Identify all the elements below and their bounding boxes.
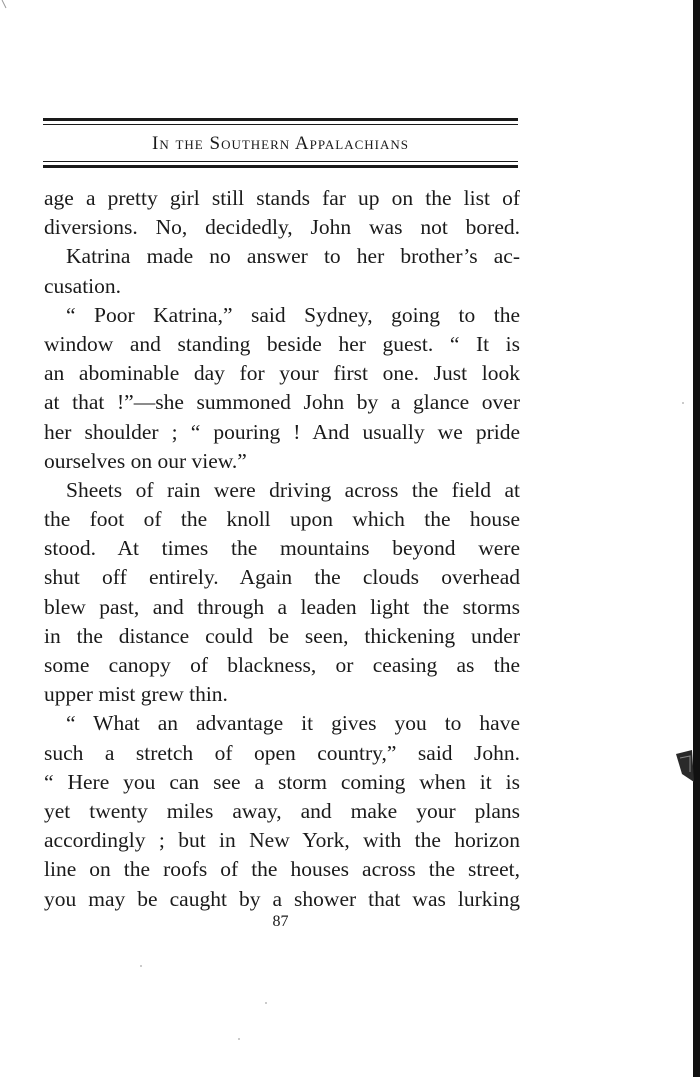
paper-speck: [265, 1002, 267, 1004]
text-line: her shoulder ; “ pouring ! And usually we pride: [44, 419, 520, 444]
binding-clip-mark: [674, 748, 696, 784]
header-rule-top-thick: [43, 118, 518, 121]
text-line: such a stretch of open country,” said John.: [44, 740, 520, 765]
text-line: “ What an advantage it gives you to have: [66, 711, 520, 736]
corner-fold-mark: [0, 0, 14, 14]
text-line: stood. At times the mountains beyond were: [44, 536, 520, 561]
text-line: shut off entirely. Again the clouds overhead: [44, 565, 520, 590]
text-line: accordingly ; but in New York, with the horizon: [44, 828, 520, 853]
text-line: the foot of the knoll upon which the house: [44, 507, 520, 532]
text-line: “ Poor Katrina,” said Sydney, going to the: [66, 302, 520, 327]
text-line: “ Here you can see a storm coming when it is: [44, 769, 520, 794]
text-line: window and standing beside her guest. “ It is: [44, 331, 520, 356]
text-line: cusation.: [44, 273, 122, 298]
text-line: an abominable day for your first one. Just look: [44, 361, 520, 386]
header-rule-bottom-thick: [43, 165, 518, 168]
text-line: at that !”—she summoned John by a glance over: [44, 390, 520, 415]
paper-speck: [682, 402, 684, 404]
page-number: 87: [272, 913, 289, 930]
text-line: ourselves on our view.”: [44, 448, 247, 473]
body-text: [44, 184, 520, 914]
text-line: Katrina made no answer to her brother’s ac-: [66, 244, 520, 269]
header-rule-bottom-thin: [43, 161, 518, 162]
binding-edge: [693, 0, 700, 1077]
text-line: you may be caught by a shower that was lurking: [44, 886, 520, 911]
text-line: upper mist grew thin.: [44, 682, 228, 707]
text-line: age a pretty girl still stands far up on the list of: [44, 186, 520, 210]
text-line: diversions. No, decidedly, John was not bored.: [44, 215, 520, 240]
paper-speck: [238, 1038, 240, 1040]
running-head: In the Southern Appalachians: [152, 133, 409, 154]
header-rule-top-thin: [43, 124, 518, 125]
text-line: yet twenty miles away, and make your plans: [44, 798, 520, 823]
text-line: blew past, and through a leaden light the storms: [44, 594, 520, 619]
text-line: line on the roofs of the houses across the street,: [44, 857, 520, 882]
text-line: in the distance could be seen, thickening under: [44, 623, 520, 648]
text-line: Sheets of rain were driving across the field at: [66, 477, 520, 502]
text-line: some canopy of blackness, or ceasing as the: [44, 653, 520, 677]
paper-speck: [140, 965, 142, 967]
